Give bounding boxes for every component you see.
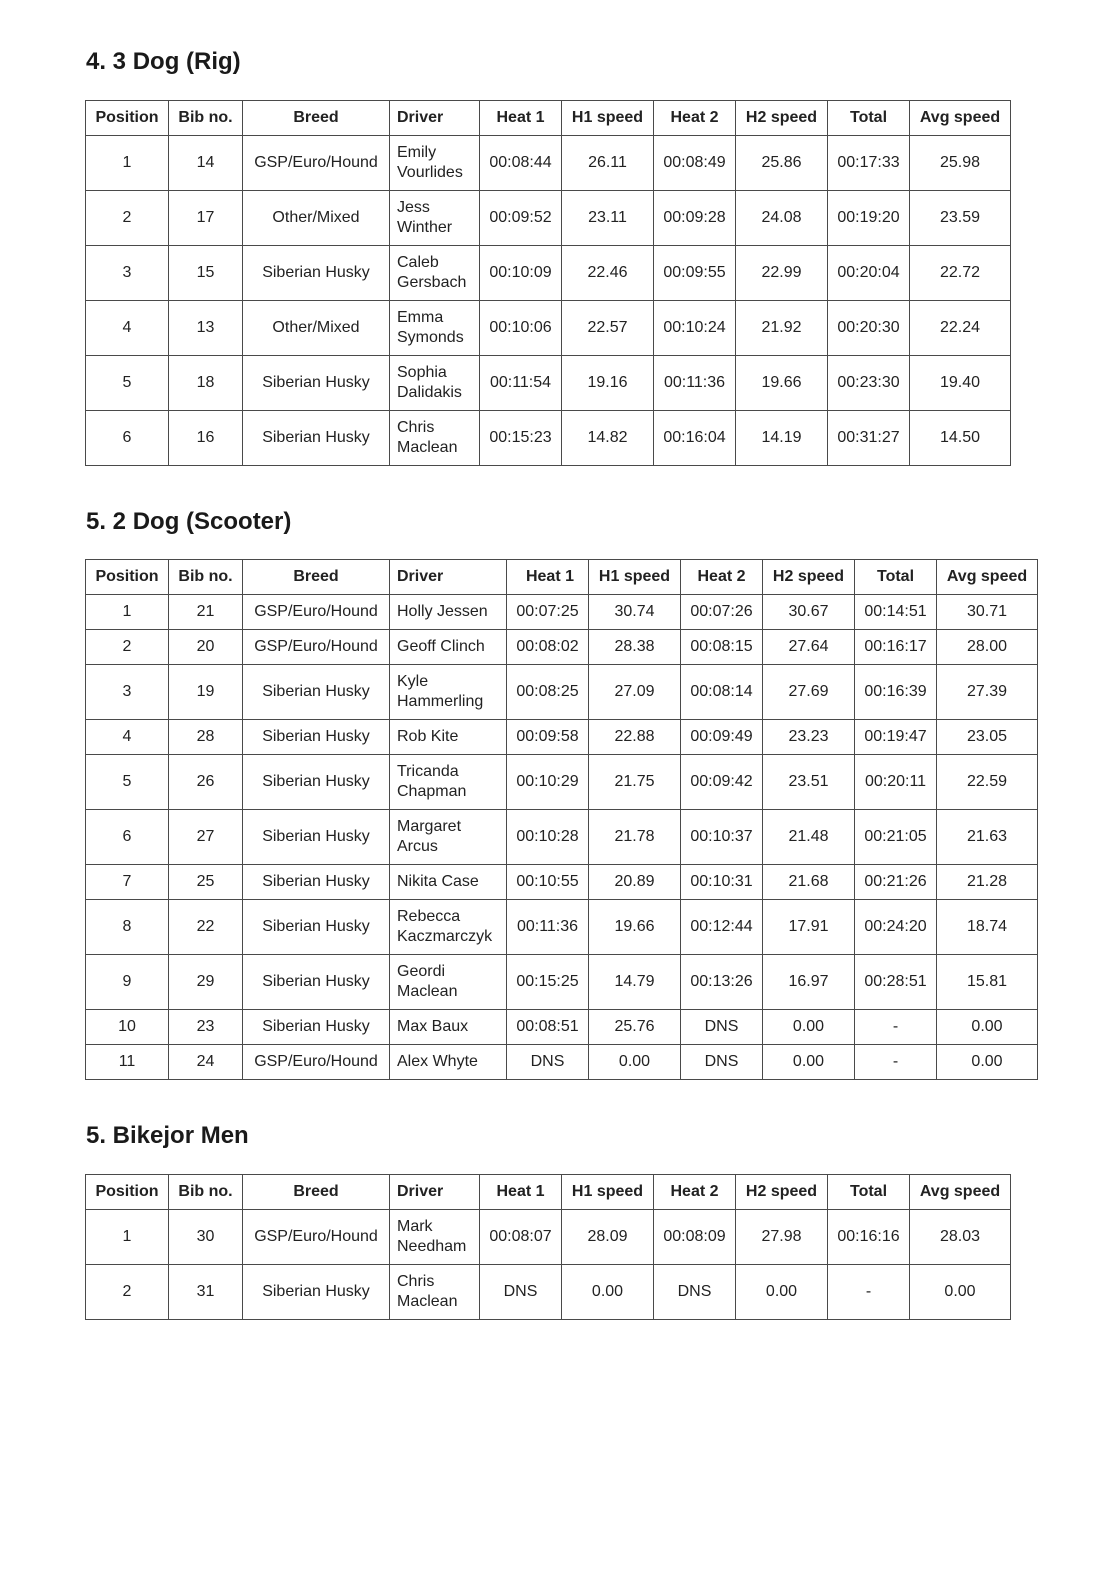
table-row [86,356,1011,411]
header-h2-speed: H2 speed [736,1175,828,1210]
header-total: Total [828,101,910,136]
position-cell: 3 [86,665,169,720]
table-row [86,720,1038,755]
breed-cell: Siberian Husky [243,810,390,865]
avg-speed-cell: 27.39 [937,665,1038,720]
h2-speed-cell: 21.92 [736,301,828,356]
header-row [86,101,1011,136]
h1-speed-cell: 19.16 [562,356,654,411]
heat1-cell: 00:08:25 [507,665,589,720]
bib-cell: 29 [169,955,243,1010]
bib-cell: 15 [169,246,243,301]
total-cell: 00:16:17 [855,630,937,665]
heat1-cell: 00:10:09 [480,246,562,301]
heat1-cell: 00:08:02 [507,630,589,665]
heat1-cell: 00:07:25 [507,595,589,630]
position-cell: 4 [86,301,169,356]
h1-speed-cell: 21.75 [589,755,681,810]
driver-cell: Chris Maclean [390,1265,480,1320]
bib-cell: 24 [169,1045,243,1080]
section-title: 5. 2 Dog (Scooter) [86,508,292,535]
breed-cell: Siberian Husky [243,865,390,900]
breed-cell: Siberian Husky [243,356,390,411]
heat2-cell: 00:12:44 [681,900,763,955]
heat2-cell: 00:07:26 [681,595,763,630]
section-title: 5. Bikejor Men [86,1122,249,1149]
breed-cell: Siberian Husky [243,900,390,955]
header-heat1: Heat 1 [507,560,589,595]
h1-speed-cell: 14.79 [589,955,681,1010]
driver-cell: Rob Kite [390,720,507,755]
h1-speed-cell: 21.78 [589,810,681,865]
h2-speed-cell: 27.64 [763,630,855,665]
breed-cell: Other/Mixed [243,301,390,356]
driver-cell: Kyle Hammerling [390,665,507,720]
h2-speed-cell: 0.00 [763,1045,855,1080]
table-row [86,1210,1011,1265]
breed-cell: Siberian Husky [243,755,390,810]
breed-cell: GSP/Euro/Hound [243,1045,390,1080]
header-h2-speed: H2 speed [736,101,828,136]
position-cell: 11 [86,1045,169,1080]
h1-speed-cell: 30.74 [589,595,681,630]
header-position: Position [86,101,169,136]
driver-cell: Rebecca Kaczmarczyk [390,900,507,955]
table-row [86,246,1011,301]
h2-speed-cell: 27.69 [763,665,855,720]
bib-cell: 17 [169,191,243,246]
h2-speed-cell: 21.68 [763,865,855,900]
header-row [86,560,1038,595]
header-position: Position [86,560,169,595]
heat1-cell: 00:10:29 [507,755,589,810]
position-cell: 10 [86,1010,169,1045]
total-cell: - [855,1045,937,1080]
h2-speed-cell: 23.51 [763,755,855,810]
header-heat2: Heat 2 [654,1175,736,1210]
table-row [86,1045,1038,1080]
avg-speed-cell: 0.00 [910,1265,1011,1320]
h1-speed-cell: 20.89 [589,865,681,900]
heat1-cell: 00:15:25 [507,955,589,1010]
breed-cell: Other/Mixed [243,191,390,246]
total-cell: 00:24:20 [855,900,937,955]
driver-cell: Geoff Clinch [390,630,507,665]
bib-cell: 23 [169,1010,243,1045]
position-cell: 2 [86,191,169,246]
driver-cell: Tricanda Chapman [390,755,507,810]
table-row [86,955,1038,1010]
position-cell: 1 [86,136,169,191]
avg-speed-cell: 22.59 [937,755,1038,810]
total-cell: 00:19:47 [855,720,937,755]
header-driver: Driver [390,101,480,136]
h1-speed-cell: 26.11 [562,136,654,191]
driver-cell: Margaret Arcus [390,810,507,865]
position-cell: 9 [86,955,169,1010]
avg-speed-cell: 21.63 [937,810,1038,865]
total-cell: 00:20:04 [828,246,910,301]
driver-cell: Nikita Case [390,865,507,900]
h2-speed-cell: 22.99 [736,246,828,301]
breed-cell: GSP/Euro/Hound [243,136,390,191]
section-title: 4. 3 Dog (Rig) [86,48,241,75]
position-cell: 2 [86,630,169,665]
bib-cell: 13 [169,301,243,356]
avg-speed-cell: 14.50 [910,411,1011,466]
heat1-cell: 00:09:58 [507,720,589,755]
results-table-bikejor-men [85,1174,1011,1320]
h1-speed-cell: 22.57 [562,301,654,356]
breed-cell: Siberian Husky [243,246,390,301]
heat1-cell: 00:15:23 [480,411,562,466]
bib-cell: 18 [169,356,243,411]
avg-speed-cell: 28.00 [937,630,1038,665]
heat2-cell: 00:16:04 [654,411,736,466]
heat2-cell: 00:08:09 [654,1210,736,1265]
table-row [86,810,1038,865]
header-avg-speed: Avg speed [910,101,1011,136]
results-table-2-dog-scooter [85,559,1038,1080]
breed-cell: Siberian Husky [243,720,390,755]
driver-cell: Emily Vourlides [390,136,480,191]
header-heat2: Heat 2 [654,101,736,136]
breed-cell: GSP/Euro/Hound [243,595,390,630]
avg-speed-cell: 25.98 [910,136,1011,191]
position-cell: 5 [86,356,169,411]
breed-cell: Siberian Husky [243,1265,390,1320]
driver-cell: Geordi Maclean [390,955,507,1010]
total-cell: 00:16:39 [855,665,937,720]
breed-cell: Siberian Husky [243,955,390,1010]
header-heat1: Heat 1 [480,1175,562,1210]
breed-cell: GSP/Euro/Hound [243,630,390,665]
breed-cell: Siberian Husky [243,665,390,720]
total-cell: 00:19:20 [828,191,910,246]
total-cell: - [855,1010,937,1045]
bib-cell: 21 [169,595,243,630]
bib-cell: 16 [169,411,243,466]
heat2-cell: DNS [681,1010,763,1045]
h1-speed-cell: 27.09 [589,665,681,720]
heat1-cell: 00:10:06 [480,301,562,356]
header-total: Total [855,560,937,595]
heat1-cell: 00:10:28 [507,810,589,865]
avg-speed-cell: 18.74 [937,900,1038,955]
header-h1-speed: H1 speed [562,101,654,136]
heat2-cell: 00:10:37 [681,810,763,865]
h1-speed-cell: 22.46 [562,246,654,301]
table-row [86,900,1038,955]
heat2-cell: 00:10:24 [654,301,736,356]
header-driver: Driver [390,1175,480,1210]
total-cell: 00:28:51 [855,955,937,1010]
total-cell: 00:16:16 [828,1210,910,1265]
table-row [86,191,1011,246]
h2-speed-cell: 23.23 [763,720,855,755]
avg-speed-cell: 15.81 [937,955,1038,1010]
table-row [86,1010,1038,1045]
total-cell: 00:20:30 [828,301,910,356]
header-avg-speed: Avg speed [937,560,1038,595]
h2-speed-cell: 19.66 [736,356,828,411]
avg-speed-cell: 23.05 [937,720,1038,755]
position-cell: 8 [86,900,169,955]
avg-speed-cell: 22.24 [910,301,1011,356]
heat1-cell: 00:09:52 [480,191,562,246]
table-row [86,755,1038,810]
table-row [86,865,1038,900]
total-cell: 00:21:05 [855,810,937,865]
total-cell: - [828,1265,910,1320]
driver-cell: Chris Maclean [390,411,480,466]
position-cell: 4 [86,720,169,755]
h2-speed-cell: 17.91 [763,900,855,955]
driver-cell: Caleb Gersbach [390,246,480,301]
driver-cell: Sophia Dalidakis [390,356,480,411]
total-cell: 00:23:30 [828,356,910,411]
header-breed: Breed [243,560,390,595]
h1-speed-cell: 23.11 [562,191,654,246]
table-row [86,411,1011,466]
bib-cell: 26 [169,755,243,810]
header-breed: Breed [243,1175,390,1210]
bib-cell: 14 [169,136,243,191]
bib-cell: 31 [169,1265,243,1320]
header-h2-speed: H2 speed [763,560,855,595]
table-row [86,1265,1011,1320]
heat2-cell: DNS [681,1045,763,1080]
avg-speed-cell: 30.71 [937,595,1038,630]
header-avg-speed: Avg speed [910,1175,1011,1210]
h1-speed-cell: 0.00 [589,1045,681,1080]
heat2-cell: 00:09:55 [654,246,736,301]
h1-speed-cell: 19.66 [589,900,681,955]
driver-cell: Emma Symonds [390,301,480,356]
total-cell: 00:14:51 [855,595,937,630]
header-h1-speed: H1 speed [562,1175,654,1210]
driver-cell: Holly Jessen [390,595,507,630]
table-row [86,136,1011,191]
heat2-cell: 00:13:26 [681,955,763,1010]
avg-speed-cell: 0.00 [937,1010,1038,1045]
h2-speed-cell: 0.00 [736,1265,828,1320]
position-cell: 5 [86,755,169,810]
heat1-cell: 00:08:44 [480,136,562,191]
header-heat2: Heat 2 [681,560,763,595]
bib-cell: 25 [169,865,243,900]
heat2-cell: 00:08:15 [681,630,763,665]
bib-cell: 22 [169,900,243,955]
heat1-cell: 00:08:51 [507,1010,589,1045]
total-cell: 00:17:33 [828,136,910,191]
header-heat1: Heat 1 [480,101,562,136]
h2-speed-cell: 21.48 [763,810,855,865]
heat1-cell: 00:08:07 [480,1210,562,1265]
avg-speed-cell: 22.72 [910,246,1011,301]
heat1-cell: DNS [480,1265,562,1320]
h2-speed-cell: 16.97 [763,955,855,1010]
results-table-3-dog-rig [85,100,1011,466]
h1-speed-cell: 0.00 [562,1265,654,1320]
h1-speed-cell: 28.09 [562,1210,654,1265]
position-cell: 6 [86,810,169,865]
table-row [86,665,1038,720]
table-row [86,301,1011,356]
heat2-cell: DNS [654,1265,736,1320]
heat2-cell: 00:09:28 [654,191,736,246]
bib-cell: 30 [169,1210,243,1265]
driver-cell: Max Baux [390,1010,507,1045]
h1-speed-cell: 28.38 [589,630,681,665]
header-position: Position [86,1175,169,1210]
position-cell: 3 [86,246,169,301]
breed-cell: GSP/Euro/Hound [243,1210,390,1265]
heat2-cell: 00:10:31 [681,865,763,900]
heat1-cell: DNS [507,1045,589,1080]
avg-speed-cell: 21.28 [937,865,1038,900]
table-row [86,630,1038,665]
h1-speed-cell: 22.88 [589,720,681,755]
position-cell: 2 [86,1265,169,1320]
header-total: Total [828,1175,910,1210]
driver-cell: Jess Winther [390,191,480,246]
h2-speed-cell: 24.08 [736,191,828,246]
header-row [86,1175,1011,1210]
position-cell: 7 [86,865,169,900]
h2-speed-cell: 27.98 [736,1210,828,1265]
avg-speed-cell: 23.59 [910,191,1011,246]
total-cell: 00:20:11 [855,755,937,810]
header-breed: Breed [243,101,390,136]
h2-speed-cell: 30.67 [763,595,855,630]
heat2-cell: 00:08:49 [654,136,736,191]
table-row [86,595,1038,630]
heat1-cell: 00:11:54 [480,356,562,411]
position-cell: 1 [86,595,169,630]
header-bib: Bib no. [169,101,243,136]
total-cell: 00:31:27 [828,411,910,466]
position-cell: 1 [86,1210,169,1265]
breed-cell: Siberian Husky [243,411,390,466]
h2-speed-cell: 0.00 [763,1010,855,1045]
avg-speed-cell: 0.00 [937,1045,1038,1080]
h2-speed-cell: 14.19 [736,411,828,466]
heat2-cell: 00:08:14 [681,665,763,720]
header-h1-speed: H1 speed [589,560,681,595]
heat2-cell: 00:09:49 [681,720,763,755]
avg-speed-cell: 19.40 [910,356,1011,411]
bib-cell: 27 [169,810,243,865]
bib-cell: 19 [169,665,243,720]
heat2-cell: 00:11:36 [654,356,736,411]
header-bib: Bib no. [169,1175,243,1210]
total-cell: 00:21:26 [855,865,937,900]
h1-speed-cell: 14.82 [562,411,654,466]
heat1-cell: 00:11:36 [507,900,589,955]
avg-speed-cell: 28.03 [910,1210,1011,1265]
driver-cell: Mark Needham [390,1210,480,1265]
driver-cell: Alex Whyte [390,1045,507,1080]
position-cell: 6 [86,411,169,466]
header-bib: Bib no. [169,560,243,595]
heat1-cell: 00:10:55 [507,865,589,900]
header-driver: Driver [390,560,507,595]
h1-speed-cell: 25.76 [589,1010,681,1045]
h2-speed-cell: 25.86 [736,136,828,191]
heat2-cell: 00:09:42 [681,755,763,810]
bib-cell: 20 [169,630,243,665]
breed-cell: Siberian Husky [243,1010,390,1045]
bib-cell: 28 [169,720,243,755]
